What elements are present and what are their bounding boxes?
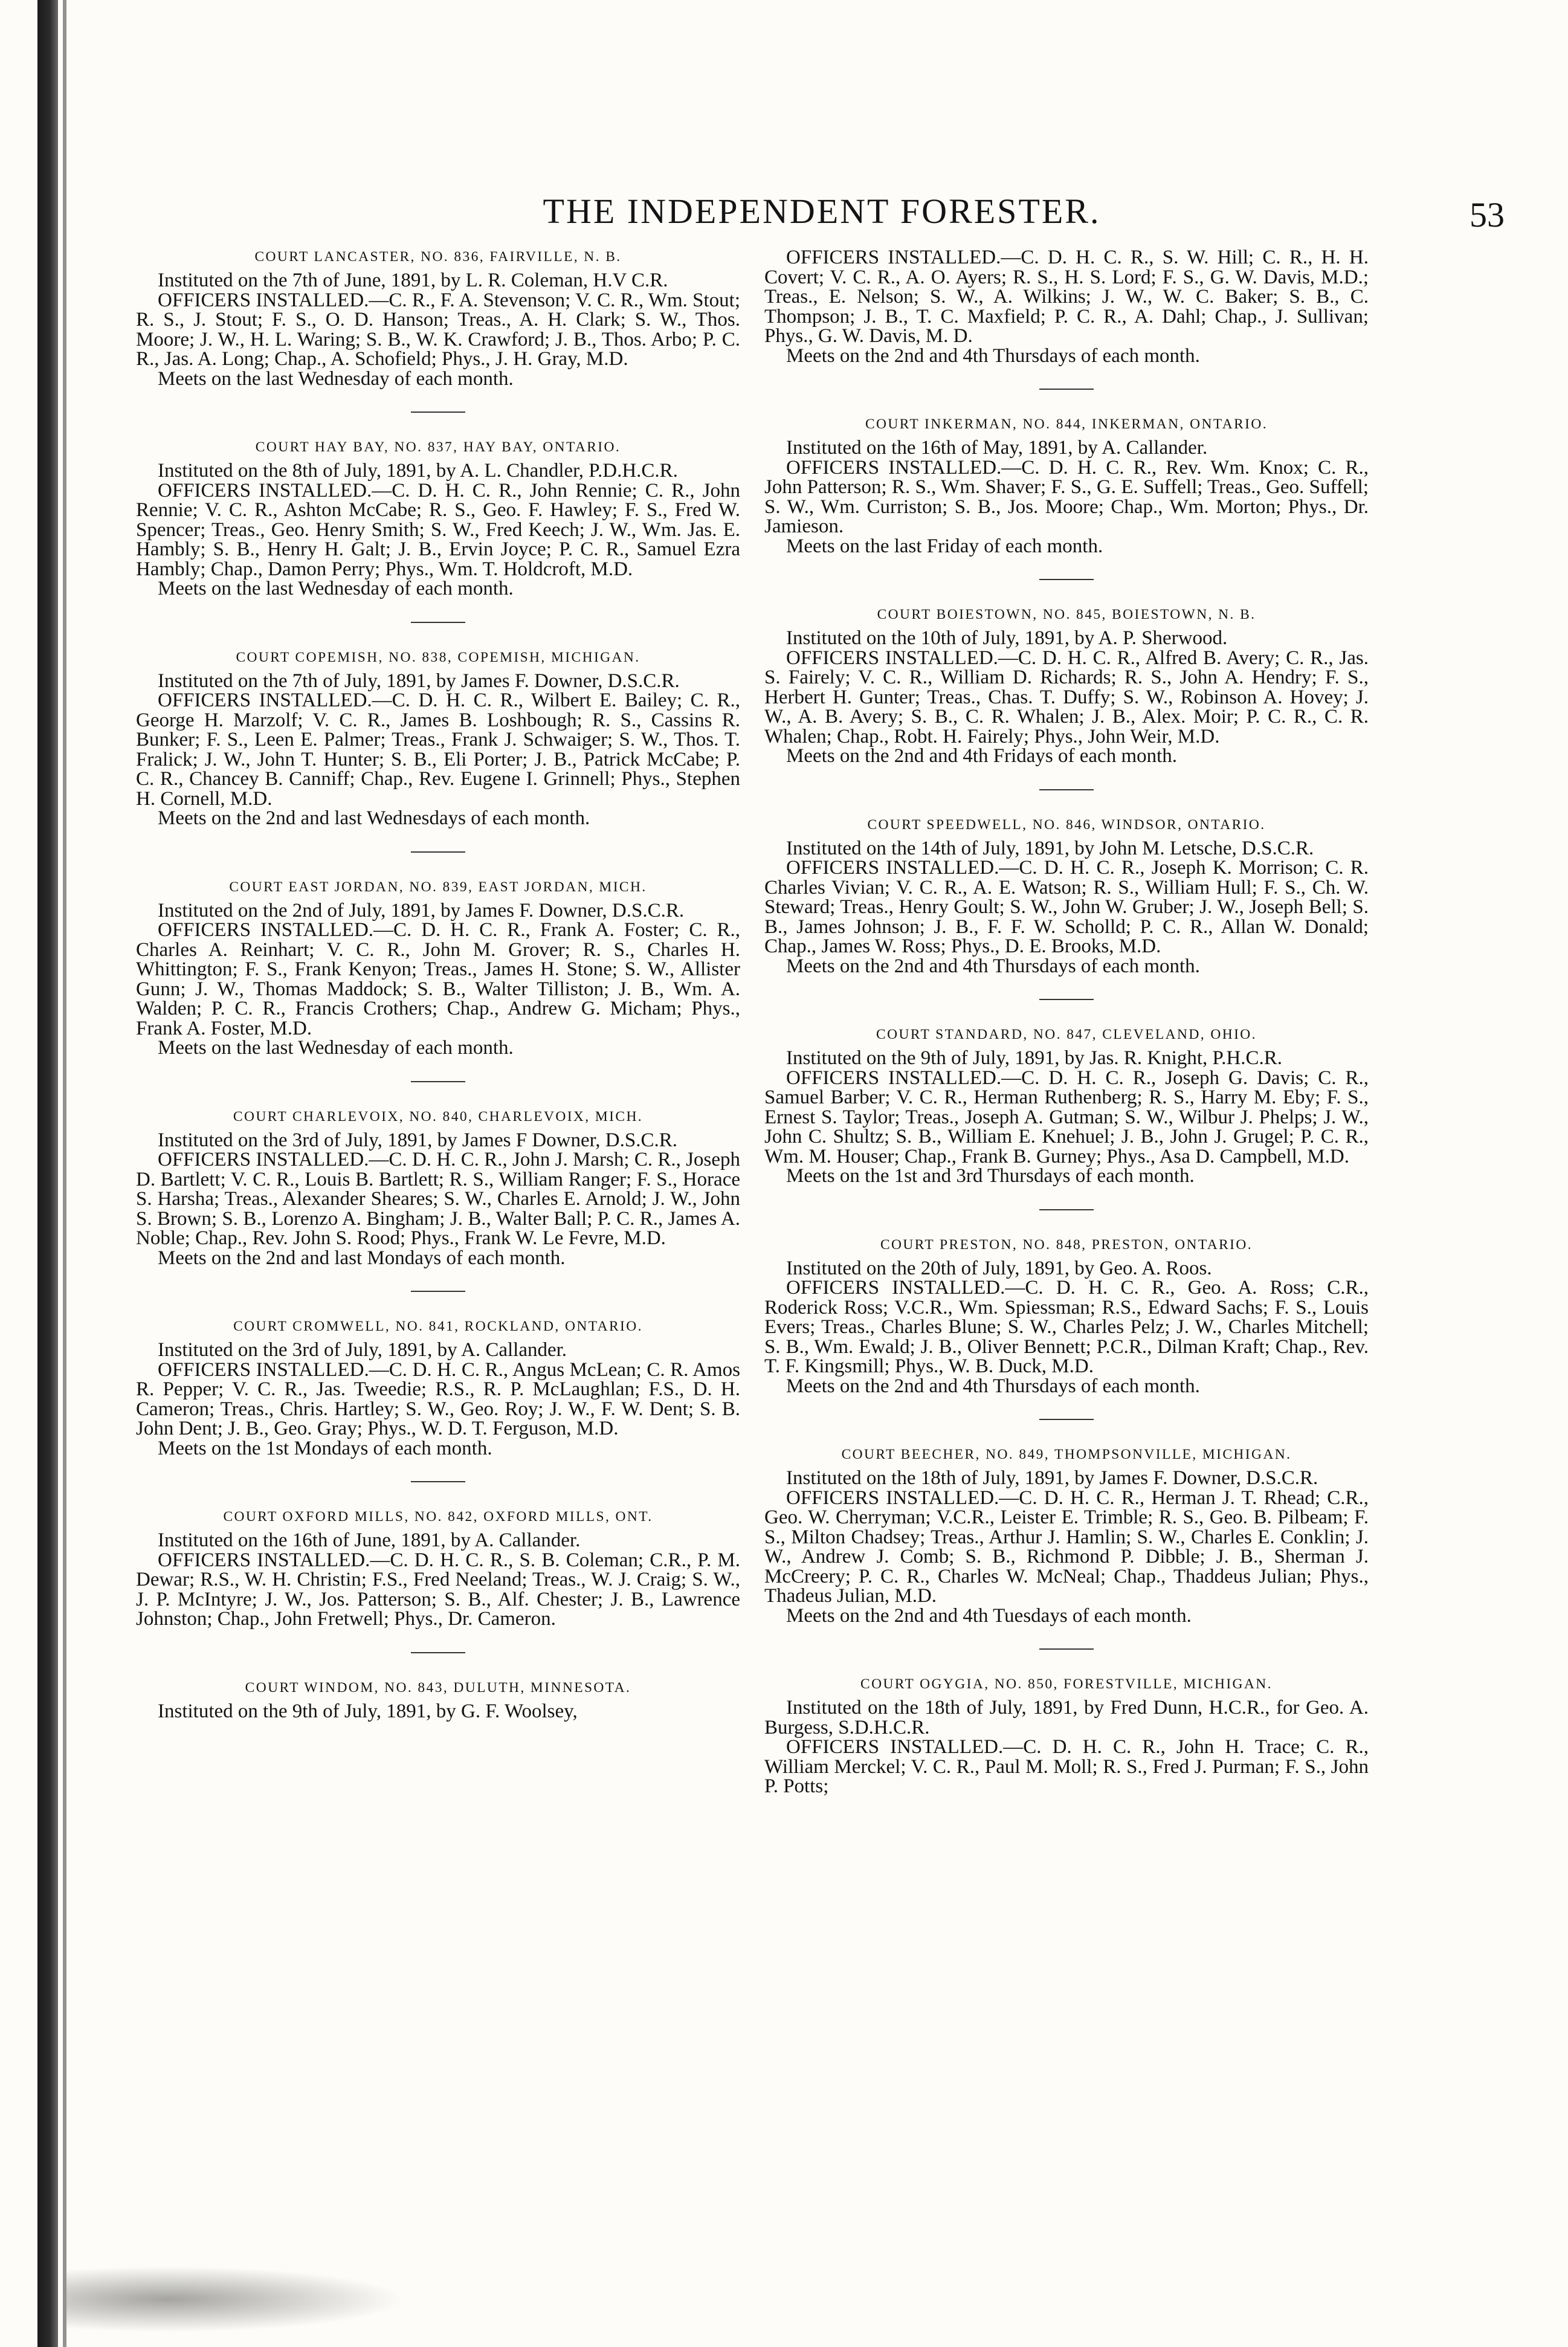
institution-note: Instituted on the 18th of July, 1891, by Fred Dunn, H.C.R., for Geo. A. Burgess, S.D.H.C.R.: [764, 1697, 1369, 1738]
court-paragraph: Meets on the 2nd and 4th Fridays of each month.: [786, 745, 1178, 767]
scan-smudge: [66, 2266, 405, 2332]
court-entry: [136, 1108, 740, 1268]
court-paragraph: OFFICERS INSTALLED.—C. D. H. C. R., Alfred B. Avery; C. R., Jas. S. Fairely; V. C. R., William D. Richards; R. S., John A. Hendry; F. S., Herbert H. Gunter; Treas., Chas. T. Duffy; S. W., Robinson A. Hovey; J. W., A. B. Avery; S. B., C. R. Whalen; J. B., Alex. Moir; P. C. R., C. R. Whalen; Chap., Robt. H. Fairely; Phys., John Weir, M.D.: [764, 647, 1369, 747]
court-paragraph: OFFICERS INSTALLED.—C. R., F. A. Stevenson; V. C. R., Wm. Stout; R. S., J. Stout; F. S., O. D. Hanson; Treas., A. H. Clark; S. W., Thos. Moore; J. W., H. L. Waring; S. B., W. K. Crawford; J. B., Thos. Arbo; P. C. R., Jas. A. Long; Chap., A. Schofield; Phys., J. H. Gray, M.D.: [136, 289, 740, 370]
court-paragraph: OFFICERS INSTALLED.—C. D. H. C. R., Joseph G. Davis; C. R., Samuel Barber; V. C. R., Herman Ruthenberg; R. S., Harry M. Eby; F. S., Ernest S. Taylor; Treas., Joseph A. Gutman; S. W., Wilbur J. Phelps; J. W., John C. Shultz; S. B., William E. Knehuel; J. B., John J. Grugel; P. C. R., Wm. M. Houser; Chap., Frank B. Gurney; Phys., Asa D. Campbell, M.D.: [764, 1067, 1369, 1167]
institution-note: Instituted on the 20th of July, 1891, by Geo. A. Roos.: [786, 1257, 1212, 1279]
court-paragraph: OFFICERS INSTALLED.—C. D. H. C. R., S. B. Coleman; C.R., P. M. Dewar; R.S., W. H. Christin; F.S., Fred Neeland; Treas., W. J. Craig; S. W., J. P. McIntyre; J. W., Jos. Patterson; S. B., Alf. Chester; J. B., Lawrence Johnston; Chap., John Fretwell; Phys., Dr. Cameron.: [136, 1549, 740, 1630]
court-paragraph: OFFICERS INSTALLED.—C. D. H. C. R., John H. Trace; C. R., William Merckel; V. C. R., Paul M. Moll; R. S., Fred J. Purman; F. S., John P. Potts;: [764, 1736, 1369, 1797]
court-heading: COURT CHARLEVOIX, NO. 840, CHARLEVOIX, MICH.: [233, 1108, 644, 1125]
court-entry: [136, 878, 740, 1058]
court-paragraph: OFFICERS INSTALLED.—C. D. H. C. R., John Rennie; C. R., John Rennie; V. C. R., Ashton McCabe; R. S., Geo. F. Hawley; F. S., Fred W. Spencer; Treas., Geo. Henry Smith; S. W., Fred Keech; J. W., Wm. Jas. E. Hambly; S. B., Henry H. Galt; J. B., Ervin Joyce; P. C. R., Samuel Ezra Hambly; Chap., Damon Perry; Phys., Wm. T. Holdcroft, M.D.: [136, 479, 740, 580]
page-header: [139, 191, 1505, 239]
court-paragraph: OFFICERS INSTALLED.—C. D. H. C. R., John J. Marsh; C. R., Joseph D. Bartlett; V. C. R., Louis B. Bartlett; R. S., William Ranger; F. S., Horace S. Harsha; Treas., Alexander Sheares; S. W., Charles E. Arnold; J. W., John S. Brown; S. B., Lorenzo A. Bingham; J. B., Walter Ball; P. C. R., James A. Noble; Chap., Rev. John S. Rood; Phys., Frank W. Le Fevre, M.D.: [136, 1149, 740, 1249]
court-heading: COURT WINDOM, NO. 843, DULUTH, MINNESOTA.: [245, 1679, 631, 1696]
court-paragraph: Meets on the 2nd and 4th Tuesdays of each month.: [786, 1604, 1192, 1627]
court-entry: [764, 1675, 1369, 1797]
court-paragraph: Meets on the 2nd and 4th Thursdays of each month.: [786, 955, 1200, 977]
institution-note: Instituted on the 9th of July, 1891, by G. F. Woolsey,: [158, 1700, 578, 1722]
court-entry: [764, 415, 1369, 556]
right-column: [764, 248, 1369, 1801]
section-divider: [411, 851, 465, 853]
court-paragraph: OFFICERS INSTALLED.—C. D. H. C. R., Geo. A. Ross; C.R., Roderick Ross; V.C.R., Wm. Spiessman; R.S., Edward Sachs; F. S., Louis Evers; Treas., Charles Blune; S. W., Charles Pelz; J. W., Charles Mitchell; S. B., Wm. Ewald; J. B., Oliver Bennett; P.C.R., Dilman Kraft; Chap., Rev. T. F. Kingsmill; Phys., W. B. Duck, M.D.: [764, 1277, 1369, 1377]
institution-note: Instituted on the 8th of July, 1891, by A. L. Chandler, P.D.H.C.R.: [158, 460, 678, 482]
section-divider: [1039, 999, 1094, 1000]
institution-note: Instituted on the 18th of July, 1891, by James F. Downer, D.S.C.R.: [786, 1467, 1318, 1489]
section-divider: [411, 622, 465, 623]
institution-note: Instituted on the 16th of May, 1891, by A. Callander.: [786, 437, 1208, 459]
page-gutter-line: [63, 0, 66, 2347]
court-heading: COURT OGYGIA, NO. 850, FORESTVILLE, MICHIGAN.: [860, 1676, 1273, 1692]
page-number: 53: [1470, 195, 1505, 234]
court-paragraph: OFFICERS INSTALLED.—C. D. H. C. R., Rev. Wm. Knox; C. R., John Patterson; R. S., Wm. Shaver; F. S., G. E. Suffell; Treas., Geo. Suffell; S. W., Wm. Curriston; S. B., Jos. Moore; Chap., Wm. Morton; Phys., Dr. Jamieson.: [764, 456, 1369, 537]
page-spine-shadow: [37, 0, 58, 2347]
court-paragraph: OFFICERS INSTALLED.—C. D. H. C. R., Herman J. T. Rhead; C.R., Geo. W. Cherryman; V.C.R., Leister E. Trimble; R. S., Geo. B. Pilbeam; F. S., Milton Chadsey; Treas., Arthur J. Hamlin; S. W., Charles E. Conklin; J. W., Andrew J. Comb; S. B., Richmond P. Dibble; J. B., Sherman J. McCreery; P. C. R., Charles W. McNeal; Chap., Thaddeus Julian; Phys., Thadeus Julian, M.D.: [764, 1487, 1369, 1607]
institution-note: Instituted on the 10th of July, 1891, by A. P. Sherwood.: [786, 627, 1228, 649]
section-divider: [1039, 579, 1094, 580]
court-entry: [136, 248, 740, 389]
court-heading: COURT STANDARD, NO. 847, CLEVELAND, OHIO.: [876, 1027, 1257, 1042]
court-heading: COURT LANCASTER, NO. 836, FAIRVILLE, N. B.: [254, 249, 622, 265]
court-entry: [764, 605, 1369, 766]
section-divider: [1039, 389, 1094, 390]
institution-note: Instituted on the 7th of June, 1891, by L. R. Coleman, H.V C.R.: [158, 270, 668, 291]
institution-note: Instituted on the 9th of July, 1891, by Jas. R. Knight, P.H.C.R.: [786, 1047, 1283, 1069]
institution-note: Instituted on the 2nd of July, 1891, by James F. Downer, D.S.C.R.: [158, 899, 685, 922]
court-entry: [136, 1679, 740, 1722]
court-paragraph: Meets on the 1st Mondays of each month.: [158, 1437, 492, 1459]
left-column: [136, 248, 740, 1726]
court-entry: [764, 1236, 1369, 1396]
court-entry: [764, 816, 1369, 977]
section-divider: [411, 412, 465, 413]
section-divider: [411, 1081, 465, 1082]
section-divider: [1039, 1419, 1094, 1420]
court-paragraph: Meets on the last Friday of each month.: [786, 535, 1103, 557]
institution-note: Instituted on the 14th of July, 1891, by John M. Letsche, D.S.C.R.: [786, 837, 1314, 859]
institution-note: Instituted on the 16th of June, 1891, by A. Callander.: [158, 1529, 581, 1551]
section-divider: [1039, 1648, 1094, 1650]
court-paragraph: Meets on the 2nd and last Wednesdays of each month.: [158, 807, 590, 829]
court-entry: [764, 1025, 1369, 1186]
court-paragraph: Meets on the last Wednesday of each month.: [158, 1037, 514, 1059]
court-heading: COURT EAST JORDAN, NO. 839, EAST JORDAN, MICH.: [229, 879, 647, 895]
institution-note: Instituted on the 7th of July, 1891, by James F. Downer, D.S.C.R.: [158, 670, 680, 692]
running-title: THE INDEPENDENT FORESTER.: [543, 192, 1101, 231]
court-entry: [764, 248, 1369, 366]
court-heading: COURT BOIESTOWN, NO. 845, BOIESTOWN, N. B.: [877, 607, 1256, 622]
court-paragraph: Meets on the last Wednesday of each month.: [158, 578, 514, 599]
court-heading: COURT CROMWELL, NO. 841, ROCKLAND, ONTARIO.: [233, 1319, 643, 1334]
section-divider: [411, 1291, 465, 1292]
court-entry: [136, 1317, 740, 1458]
court-paragraph: OFFICERS INSTALLED.—C. D. H. C. R., Joseph K. Morrison; C. R. Charles Vivian; V. C. R., A. E. Watson; R. S., William Hull; F. S., Ch. W. Steward; Treas., Henry Goult; S. W., John W. Gruber; J. W., Joseph Bell; S. B., James Johnson; J. B., F. F. W. Scholld; P. C. R., Allan W. Donald; Chap., James W. Ross; Phys., D. E. Brooks, M.D.: [764, 857, 1369, 957]
court-paragraph: Meets on the 2nd and 4th Thursdays of each month.: [786, 344, 1200, 367]
institution-note: Instituted on the 3rd of July, 1891, by James F Downer, D.S.C.R.: [158, 1129, 677, 1151]
court-entry: [136, 438, 740, 599]
court-heading: COURT COPEMISH, NO. 838, COPEMISH, MICHIGAN.: [236, 649, 640, 665]
court-paragraph: OFFICERS INSTALLED.—C. D. H. C. R., S. W. Hill; C. R., H. H. Covert; V. C. R., A. O. Ayers; R. S., H. S. Lord; F. S., G. W. Davis, M.D.; Treas., E. Nelson; S. W., A. Wilkins; J. W., W. C. Baker; S. B., C. Thompson; J. B., T. C. Maxfield; P. C. R., A. Dahl; Chap., J. Sullivan; Phys., G. W. Davis, M. D.: [764, 247, 1369, 347]
court-paragraph: OFFICERS INSTALLED.—C. D. H. C. R., Wilbert E. Bailey; C. R., George H. Marzolf; V. C. R., James B. Loshbough; R. S., Cassins R. Bunker; F. S., Leen E. Palmer; Treas., Frank J. Schwaiger; S. W., Thos. T. Fralick; J. W., John T. Hunter; S. B., Eli Porter; J. B., Patrick McCabe; P. C. R., Chancey B. Canniff; Chap., Rev. Eugene I. Grinnell; Phys., Stephen H. Cornell, M.D.: [136, 689, 740, 810]
court-paragraph: Meets on the 1st and 3rd Thursdays of each month.: [786, 1165, 1195, 1187]
court-heading: COURT OXFORD MILLS, NO. 842, OXFORD MILLS, ONT.: [223, 1509, 653, 1525]
institution-note: Instituted on the 3rd of July, 1891, by A. Callander.: [158, 1339, 567, 1361]
court-heading: COURT HAY BAY, NO. 837, HAY BAY, ONTARIO.: [255, 439, 621, 455]
court-paragraph: OFFICERS INSTALLED.—C. D. H. C. R., Angus McLean; C. R. Amos R. Pepper; V. C. R., Jas. Tweedie; R.S., R. P. McLaughlan; F.S., D. H. Cameron; Treas., Chris. Hartley; S. W., Geo. Roy; J. W., F. W. Dent; S. B. John Dent; J. B., Geo. Gray; Phys., W. D. T. Ferguson, M.D.: [136, 1358, 740, 1439]
section-divider: [411, 1652, 465, 1653]
court-paragraph: Meets on the 2nd and last Mondays of each month.: [158, 1247, 566, 1269]
court-paragraph: Meets on the 2nd and 4th Thursdays of each month.: [786, 1375, 1200, 1397]
court-paragraph: Meets on the last Wednesday of each month.: [158, 367, 514, 390]
court-heading: COURT PRESTON, NO. 848, PRESTON, ONTARIO.: [880, 1236, 1253, 1253]
court-paragraph: OFFICERS INSTALLED.—C. D. H. C. R., Frank A. Foster; C. R., Charles A. Reinhart; V. C. R., John M. Grover; R. S., Charles H. Whittington; F. S., Frank Kenyon; Treas., James H. Stone; S. W., Allister Gunn; J. W., Thomas Maddock; S. B., Walter Tilliston; J. B., Wm. A. Walden; P. C. R., Francis Crothers; Chap., Andrew G. Micham; Phys., Frank A. Foster, M.D.: [136, 919, 740, 1039]
court-heading: COURT BEECHER, NO. 849, THOMPSONVILLE, MICHIGAN.: [841, 1447, 1292, 1462]
court-entry: [764, 1445, 1369, 1625]
court-heading: COURT SPEEDWELL, NO. 846, WINDSOR, ONTARIO.: [867, 816, 1266, 833]
court-entry: [136, 648, 740, 828]
section-divider: [411, 1481, 465, 1482]
section-divider: [1039, 1209, 1094, 1210]
court-entry: [136, 1508, 740, 1629]
section-divider: [1039, 789, 1094, 790]
court-heading: COURT INKERMAN, NO. 844, INKERMAN, ONTARIO.: [865, 416, 1268, 432]
